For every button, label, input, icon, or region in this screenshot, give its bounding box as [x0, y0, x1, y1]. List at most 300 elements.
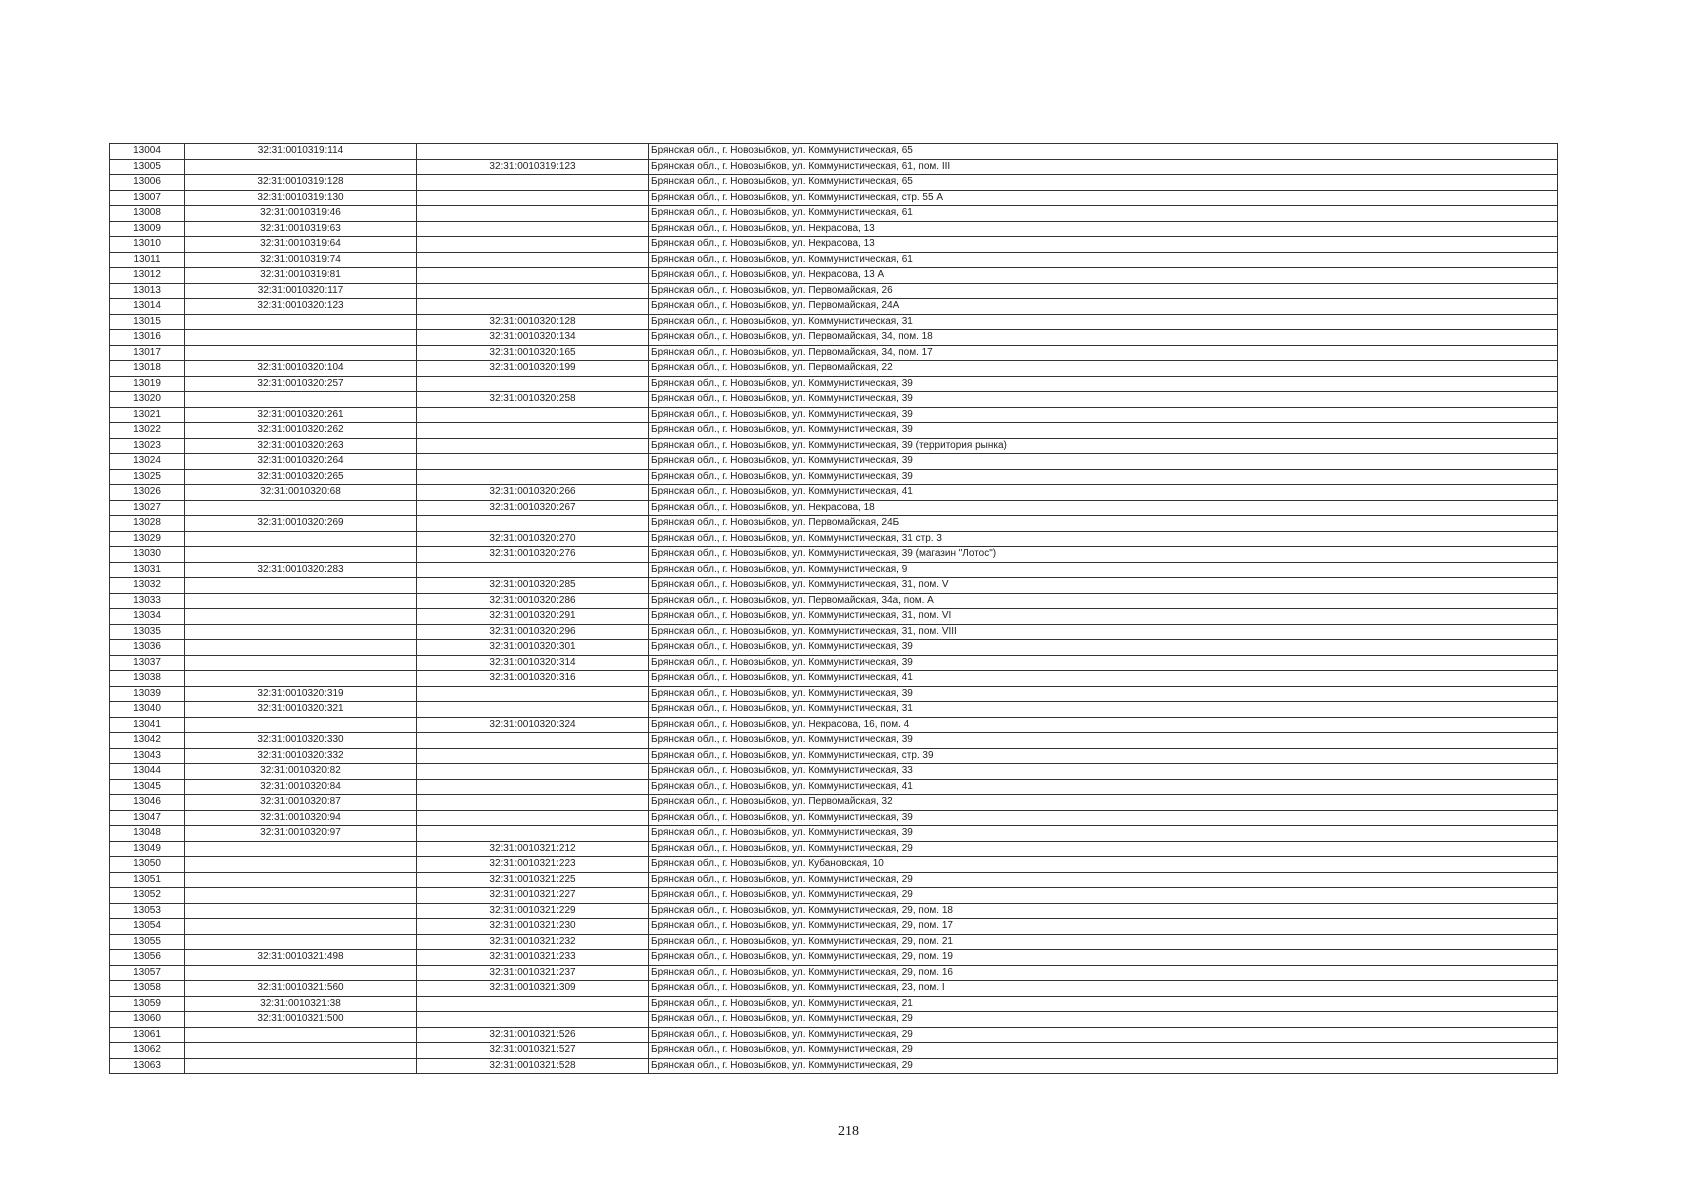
related-cadastral-number-cell [417, 795, 649, 811]
table-row [110, 903, 1558, 919]
cadastral-number-cell [185, 159, 417, 175]
cadastral-number-cell [185, 531, 417, 547]
related-cadastral-number-cell [417, 423, 649, 439]
cadastral-number-cell [185, 717, 417, 733]
row-number-cell: 13013 [110, 283, 185, 299]
related-cadastral-number-cell: 32:31:0010320:301 [417, 640, 649, 656]
table-row [110, 764, 1558, 780]
row-number-cell: 13004 [110, 144, 185, 160]
cadastral-number-cell: 32:31:0010320:262 [185, 423, 417, 439]
related-cadastral-number-cell [417, 221, 649, 237]
row-number-cell: 13032 [110, 578, 185, 594]
cadastral-number-cell: 32:31:0010320:123 [185, 299, 417, 315]
table-row [110, 671, 1558, 687]
row-number-cell: 13006 [110, 175, 185, 191]
address-cell: Брянская обл., г. Новозыбков, ул. Коммунистическая, 29, пом. 18 [649, 903, 1558, 919]
table-row [110, 857, 1558, 873]
table-row [110, 516, 1558, 532]
table-row [110, 810, 1558, 826]
table-row [110, 717, 1558, 733]
cadastral-number-cell [185, 578, 417, 594]
address-cell: Брянская обл., г. Новозыбков, ул. Кубановская, 10 [649, 857, 1558, 873]
address-cell: Брянская обл., г. Новозыбков, ул. Первомайская, 34, пом. 18 [649, 330, 1558, 346]
row-number-cell: 13035 [110, 624, 185, 640]
related-cadastral-number-cell [417, 748, 649, 764]
related-cadastral-number-cell: 32:31:0010321:528 [417, 1058, 649, 1074]
row-number-cell: 13017 [110, 345, 185, 361]
related-cadastral-number-cell [417, 702, 649, 718]
cadastral-number-cell: 32:31:0010320:265 [185, 469, 417, 485]
row-number-cell: 13061 [110, 1027, 185, 1043]
address-cell: Брянская обл., г. Новозыбков, ул. Коммунистическая, 39 (территория рынка) [649, 438, 1558, 454]
table-row [110, 206, 1558, 222]
related-cadastral-number-cell [417, 764, 649, 780]
address-cell: Брянская обл., г. Новозыбков, ул. Коммунистическая, 29, пом. 16 [649, 965, 1558, 981]
related-cadastral-number-cell [417, 779, 649, 795]
related-cadastral-number-cell: 32:31:0010321:229 [417, 903, 649, 919]
related-cadastral-number-cell: 32:31:0010321:309 [417, 981, 649, 997]
address-cell: Брянская обл., г. Новозыбков, ул. Коммунистическая, 39 [649, 810, 1558, 826]
row-number-cell: 13053 [110, 903, 185, 919]
address-cell: Брянская обл., г. Новозыбков, ул. Первомайская, 24А [649, 299, 1558, 315]
related-cadastral-number-cell [417, 516, 649, 532]
address-cell: Брянская обл., г. Новозыбков, ул. Коммунистическая, 39 [649, 655, 1558, 671]
cadastral-number-cell [185, 655, 417, 671]
related-cadastral-number-cell: 32:31:0010321:223 [417, 857, 649, 873]
cadastral-number-cell: 32:31:0010320:94 [185, 810, 417, 826]
cadastral-number-cell: 32:31:0010320:257 [185, 376, 417, 392]
cadastral-number-cell: 32:31:0010319:74 [185, 252, 417, 268]
row-number-cell: 13024 [110, 454, 185, 470]
cadastral-number-cell: 32:31:0010320:117 [185, 283, 417, 299]
address-cell: Брянская обл., г. Новозыбков, ул. Коммунистическая, 39 [649, 469, 1558, 485]
cadastral-number-cell: 32:31:0010321:38 [185, 996, 417, 1012]
cadastral-number-cell: 32:31:0010320:264 [185, 454, 417, 470]
cadastral-number-cell: 32:31:0010320:321 [185, 702, 417, 718]
row-number-cell: 13005 [110, 159, 185, 175]
address-cell: Брянская обл., г. Новозыбков, ул. Некрасова, 13 А [649, 268, 1558, 284]
row-number-cell: 13050 [110, 857, 185, 873]
related-cadastral-number-cell: 32:31:0010321:225 [417, 872, 649, 888]
table-row [110, 655, 1558, 671]
related-cadastral-number-cell: 32:31:0010321:232 [417, 934, 649, 950]
cadastral-number-cell: 32:31:0010320:87 [185, 795, 417, 811]
related-cadastral-number-cell: 32:31:0010319:123 [417, 159, 649, 175]
table-row [110, 640, 1558, 656]
address-cell: Брянская обл., г. Новозыбков, ул. Некрасова, 13 [649, 237, 1558, 253]
address-cell: Брянская обл., г. Новозыбков, ул. Коммунистическая, 65 [649, 175, 1558, 191]
address-cell: Брянская обл., г. Новозыбков, ул. Первомайская, 34а, пом. А [649, 593, 1558, 609]
related-cadastral-number-cell: 32:31:0010321:233 [417, 950, 649, 966]
row-number-cell: 13036 [110, 640, 185, 656]
address-cell: Брянская обл., г. Новозыбков, ул. Коммунистическая, 29 [649, 1012, 1558, 1028]
related-cadastral-number-cell: 32:31:0010321:526 [417, 1027, 649, 1043]
table-row [110, 376, 1558, 392]
related-cadastral-number-cell: 32:31:0010320:285 [417, 578, 649, 594]
related-cadastral-number-cell: 32:31:0010321:237 [417, 965, 649, 981]
cadastral-number-cell [185, 500, 417, 516]
cadastral-number-cell: 32:31:0010320:269 [185, 516, 417, 532]
related-cadastral-number-cell [417, 1012, 649, 1028]
cadastral-number-cell [185, 624, 417, 640]
cadastral-number-cell: 32:31:0010321:560 [185, 981, 417, 997]
address-cell: Брянская обл., г. Новозыбков, ул. Коммунистическая, 29, пом. 19 [649, 950, 1558, 966]
table-row [110, 919, 1558, 935]
cadastral-number-cell [185, 857, 417, 873]
page-number: 218 [838, 1124, 859, 1139]
cadastral-number-cell [185, 593, 417, 609]
row-number-cell: 13028 [110, 516, 185, 532]
table-row [110, 330, 1558, 346]
address-cell: Брянская обл., г. Новозыбков, ул. Коммунистическая, 39 [649, 826, 1558, 842]
table-row [110, 469, 1558, 485]
cadastral-number-cell: 32:31:0010320:319 [185, 686, 417, 702]
table-row [110, 888, 1558, 904]
related-cadastral-number-cell: 32:31:0010320:286 [417, 593, 649, 609]
table-row [110, 500, 1558, 516]
related-cadastral-number-cell [417, 283, 649, 299]
row-number-cell: 13018 [110, 361, 185, 377]
related-cadastral-number-cell [417, 299, 649, 315]
table-row [110, 159, 1558, 175]
table-row [110, 609, 1558, 625]
address-cell: Брянская обл., г. Новозыбков, ул. Коммунистическая, 41 [649, 779, 1558, 795]
cadastral-number-cell: 32:31:0010319:63 [185, 221, 417, 237]
table-row [110, 423, 1558, 439]
cadastral-number-cell [185, 1058, 417, 1074]
address-cell: Брянская обл., г. Новозыбков, ул. Первомайская, 24Б [649, 516, 1558, 532]
table-row [110, 826, 1558, 842]
address-cell: Брянская обл., г. Новозыбков, ул. Коммунистическая, 65 [649, 144, 1558, 160]
row-number-cell: 13044 [110, 764, 185, 780]
address-cell: Брянская обл., г. Новозыбков, ул. Коммунистическая, 31 стр. 3 [649, 531, 1558, 547]
cadastral-number-cell [185, 919, 417, 935]
related-cadastral-number-cell [417, 376, 649, 392]
related-cadastral-number-cell: 32:31:0010320:267 [417, 500, 649, 516]
row-number-cell: 13041 [110, 717, 185, 733]
row-number-cell: 13026 [110, 485, 185, 501]
table-row [110, 190, 1558, 206]
table-row [110, 268, 1558, 284]
address-cell: Брянская обл., г. Новозыбков, ул. Коммунистическая, 29, пом. 21 [649, 934, 1558, 950]
cadastral-number-cell: 32:31:0010320:261 [185, 407, 417, 423]
row-number-cell: 13011 [110, 252, 185, 268]
address-cell: Брянская обл., г. Новозыбков, ул. Коммунистическая, 39 [649, 640, 1558, 656]
table-row [110, 407, 1558, 423]
row-number-cell: 13058 [110, 981, 185, 997]
row-number-cell: 13059 [110, 996, 185, 1012]
table-row [110, 1043, 1558, 1059]
address-cell: Брянская обл., г. Новозыбков, ул. Коммунистическая, 31, пом. VI [649, 609, 1558, 625]
row-number-cell: 13060 [110, 1012, 185, 1028]
related-cadastral-number-cell: 32:31:0010320:165 [417, 345, 649, 361]
cadastral-number-cell [185, 609, 417, 625]
table-row [110, 175, 1558, 191]
address-cell: Брянская обл., г. Новозыбков, ул. Коммунистическая, 39 [649, 733, 1558, 749]
cadastral-number-cell [185, 392, 417, 408]
row-number-cell: 13051 [110, 872, 185, 888]
cadastral-number-cell [185, 640, 417, 656]
table-row [110, 872, 1558, 888]
table-row [110, 454, 1558, 470]
cadastral-number-cell [185, 965, 417, 981]
table-row [110, 981, 1558, 997]
row-number-cell: 13038 [110, 671, 185, 687]
related-cadastral-number-cell [417, 206, 649, 222]
address-cell: Брянская обл., г. Новозыбков, ул. Коммунистическая, 31 [649, 702, 1558, 718]
cadastral-number-cell: 32:31:0010319:46 [185, 206, 417, 222]
related-cadastral-number-cell: 32:31:0010320:270 [417, 531, 649, 547]
table-row [110, 392, 1558, 408]
row-number-cell: 13016 [110, 330, 185, 346]
cadastral-number-cell [185, 903, 417, 919]
row-number-cell: 13034 [110, 609, 185, 625]
related-cadastral-number-cell: 32:31:0010320:258 [417, 392, 649, 408]
row-number-cell: 13009 [110, 221, 185, 237]
table-row [110, 841, 1558, 857]
table-row [110, 702, 1558, 718]
related-cadastral-number-cell [417, 469, 649, 485]
related-cadastral-number-cell: 32:31:0010320:291 [417, 609, 649, 625]
table-row [110, 531, 1558, 547]
row-number-cell: 13039 [110, 686, 185, 702]
related-cadastral-number-cell: 32:31:0010320:324 [417, 717, 649, 733]
address-cell: Брянская обл., г. Новозыбков, ул. Коммунистическая, 31, пом. V [649, 578, 1558, 594]
table-row [110, 1058, 1558, 1074]
cadastral-number-cell [185, 671, 417, 687]
row-number-cell: 13040 [110, 702, 185, 718]
related-cadastral-number-cell [417, 686, 649, 702]
address-cell: Брянская обл., г. Новозыбков, ул. Первомайская, 34, пом. 17 [649, 345, 1558, 361]
row-number-cell: 13021 [110, 407, 185, 423]
row-number-cell: 13062 [110, 1043, 185, 1059]
cadastral-number-cell [185, 841, 417, 857]
table-row [110, 934, 1558, 950]
address-cell: Брянская обл., г. Новозыбков, ул. Некрасова, 18 [649, 500, 1558, 516]
cadastral-number-cell: 32:31:0010319:114 [185, 144, 417, 160]
address-cell: Брянская обл., г. Новозыбков, ул. Некрасова, 13 [649, 221, 1558, 237]
row-number-cell: 13056 [110, 950, 185, 966]
cadastral-number-cell [185, 1027, 417, 1043]
address-cell: Брянская обл., г. Новозыбков, ул. Коммунистическая, 33 [649, 764, 1558, 780]
table-row [110, 221, 1558, 237]
table-row [110, 345, 1558, 361]
cadastral-number-cell [185, 888, 417, 904]
address-cell: Брянская обл., г. Новозыбков, ул. Первомайская, 26 [649, 283, 1558, 299]
related-cadastral-number-cell: 32:31:0010320:276 [417, 547, 649, 563]
table-row [110, 361, 1558, 377]
related-cadastral-number-cell: 32:31:0010321:212 [417, 841, 649, 857]
table-row [110, 485, 1558, 501]
cadastral-number-cell: 32:31:0010319:64 [185, 237, 417, 253]
address-cell: Брянская обл., г. Новозыбков, ул. Коммунистическая, 29 [649, 872, 1558, 888]
cadastral-number-cell [185, 934, 417, 950]
cadastral-number-cell [185, 330, 417, 346]
cadastral-number-cell: 32:31:0010320:330 [185, 733, 417, 749]
table-row [110, 547, 1558, 563]
cadastral-number-cell: 32:31:0010320:283 [185, 562, 417, 578]
related-cadastral-number-cell: 32:31:0010320:316 [417, 671, 649, 687]
related-cadastral-number-cell [417, 826, 649, 842]
cadastral-number-cell [185, 345, 417, 361]
related-cadastral-number-cell [417, 562, 649, 578]
address-cell: Брянская обл., г. Новозыбков, ул. Коммунистическая, 31, пом. VIII [649, 624, 1558, 640]
cadastral-number-cell: 32:31:0010320:84 [185, 779, 417, 795]
row-number-cell: 13046 [110, 795, 185, 811]
row-number-cell: 13027 [110, 500, 185, 516]
related-cadastral-number-cell: 32:31:0010320:134 [417, 330, 649, 346]
table-row [110, 562, 1558, 578]
address-cell: Брянская обл., г. Новозыбков, ул. Коммунистическая, 29 [649, 1043, 1558, 1059]
address-cell: Брянская обл., г. Новозыбков, ул. Коммунистическая, стр. 39 [649, 748, 1558, 764]
table-row [110, 144, 1558, 160]
row-number-cell: 13033 [110, 593, 185, 609]
related-cadastral-number-cell: 32:31:0010321:527 [417, 1043, 649, 1059]
related-cadastral-number-cell: 32:31:0010320:199 [417, 361, 649, 377]
related-cadastral-number-cell: 32:31:0010320:314 [417, 655, 649, 671]
row-number-cell: 13025 [110, 469, 185, 485]
address-cell: Брянская обл., г. Новозыбков, ул. Коммунистическая, 39 [649, 392, 1558, 408]
cadastral-number-cell: 32:31:0010320:104 [185, 361, 417, 377]
cadastral-number-cell: 32:31:0010320:332 [185, 748, 417, 764]
related-cadastral-number-cell [417, 407, 649, 423]
address-cell: Брянская обл., г. Новозыбков, ул. Коммунистическая, 39 [649, 686, 1558, 702]
table-row [110, 252, 1558, 268]
related-cadastral-number-cell [417, 733, 649, 749]
row-number-cell: 13020 [110, 392, 185, 408]
row-number-cell: 13063 [110, 1058, 185, 1074]
cadastral-number-cell [185, 872, 417, 888]
address-cell: Брянская обл., г. Новозыбков, ул. Коммунистическая, 61, пом. III [649, 159, 1558, 175]
row-number-cell: 13008 [110, 206, 185, 222]
cadastral-number-cell: 32:31:0010320:97 [185, 826, 417, 842]
row-number-cell: 13022 [110, 423, 185, 439]
related-cadastral-number-cell: 32:31:0010320:266 [417, 485, 649, 501]
related-cadastral-number-cell [417, 144, 649, 160]
row-number-cell: 13048 [110, 826, 185, 842]
table-row [110, 438, 1558, 454]
table-row [110, 779, 1558, 795]
row-number-cell: 13054 [110, 919, 185, 935]
row-number-cell: 13031 [110, 562, 185, 578]
related-cadastral-number-cell [417, 454, 649, 470]
related-cadastral-number-cell: 32:31:0010320:128 [417, 314, 649, 330]
table-row [110, 283, 1558, 299]
table-row [110, 624, 1558, 640]
row-number-cell: 13057 [110, 965, 185, 981]
row-number-cell: 13015 [110, 314, 185, 330]
table-row [110, 314, 1558, 330]
cadastral-number-cell: 32:31:0010320:68 [185, 485, 417, 501]
address-cell: Брянская обл., г. Новозыбков, ул. Коммунистическая, 29 [649, 1058, 1558, 1074]
related-cadastral-number-cell [417, 268, 649, 284]
address-cell: Брянская обл., г. Новозыбков, ул. Коммунистическая, 9 [649, 562, 1558, 578]
address-cell: Брянская обл., г. Новозыбков, ул. Коммунистическая, 61 [649, 252, 1558, 268]
table-row [110, 593, 1558, 609]
related-cadastral-number-cell [417, 190, 649, 206]
address-cell: Брянская обл., г. Новозыбков, ул. Коммунистическая, 39 [649, 423, 1558, 439]
address-cell: Брянская обл., г. Новозыбков, ул. Коммунистическая, 41 [649, 671, 1558, 687]
row-number-cell: 13037 [110, 655, 185, 671]
cadastral-number-cell [185, 1043, 417, 1059]
related-cadastral-number-cell [417, 175, 649, 191]
table-row [110, 686, 1558, 702]
row-number-cell: 13014 [110, 299, 185, 315]
related-cadastral-number-cell [417, 810, 649, 826]
table-row [110, 965, 1558, 981]
row-number-cell: 13007 [110, 190, 185, 206]
address-cell: Брянская обл., г. Новозыбков, ул. Коммунистическая, 31 [649, 314, 1558, 330]
cadastral-table [109, 143, 1558, 1074]
table-row [110, 237, 1558, 253]
address-cell: Брянская обл., г. Новозыбков, ул. Коммунистическая, 39 [649, 454, 1558, 470]
row-number-cell: 13012 [110, 268, 185, 284]
address-cell: Брянская обл., г. Новозыбков, ул. Коммунистическая, 23, пом. I [649, 981, 1558, 997]
row-number-cell: 13030 [110, 547, 185, 563]
table-row [110, 748, 1558, 764]
table-body [110, 144, 1558, 1074]
address-cell: Брянская обл., г. Новозыбков, ул. Коммунистическая, 21 [649, 996, 1558, 1012]
related-cadastral-number-cell [417, 252, 649, 268]
row-number-cell: 13019 [110, 376, 185, 392]
table-row [110, 578, 1558, 594]
address-cell: Брянская обл., г. Новозыбков, ул. Первомайская, 22 [649, 361, 1558, 377]
address-cell: Брянская обл., г. Новозыбков, ул. Коммунистическая, 41 [649, 485, 1558, 501]
address-cell: Брянская обл., г. Новозыбков, ул. Коммунистическая, 39 [649, 407, 1558, 423]
address-cell: Брянская обл., г. Новозыбков, ул. Коммунистическая, стр. 55 А [649, 190, 1558, 206]
cadastral-number-cell: 32:31:0010321:500 [185, 1012, 417, 1028]
table-row [110, 1012, 1558, 1028]
table-row [110, 299, 1558, 315]
row-number-cell: 13043 [110, 748, 185, 764]
related-cadastral-number-cell [417, 237, 649, 253]
cadastral-number-cell: 32:31:0010319:128 [185, 175, 417, 191]
row-number-cell: 13055 [110, 934, 185, 950]
row-number-cell: 13042 [110, 733, 185, 749]
row-number-cell: 13029 [110, 531, 185, 547]
address-cell: Брянская обл., г. Новозыбков, ул. Коммунистическая, 39 (магазин "Лотос") [649, 547, 1558, 563]
cadastral-number-cell: 32:31:0010320:263 [185, 438, 417, 454]
row-number-cell: 13047 [110, 810, 185, 826]
table-row [110, 996, 1558, 1012]
cadastral-number-cell: 32:31:0010320:82 [185, 764, 417, 780]
address-cell: Брянская обл., г. Новозыбков, ул. Коммунистическая, 29 [649, 1027, 1558, 1043]
related-cadastral-number-cell [417, 996, 649, 1012]
address-cell: Брянская обл., г. Новозыбков, ул. Некрасова, 16, пом. 4 [649, 717, 1558, 733]
row-number-cell: 13010 [110, 237, 185, 253]
address-cell: Брянская обл., г. Новозыбков, ул. Коммунистическая, 61 [649, 206, 1558, 222]
row-number-cell: 13023 [110, 438, 185, 454]
related-cadastral-number-cell: 32:31:0010320:296 [417, 624, 649, 640]
cadastral-number-cell [185, 314, 417, 330]
address-cell: Брянская обл., г. Новозыбков, ул. Коммунистическая, 29 [649, 841, 1558, 857]
table-row [110, 1027, 1558, 1043]
address-cell: Брянская обл., г. Новозыбков, ул. Коммунистическая, 29 [649, 888, 1558, 904]
table-row [110, 733, 1558, 749]
table-row [110, 950, 1558, 966]
related-cadastral-number-cell: 32:31:0010321:227 [417, 888, 649, 904]
row-number-cell: 13049 [110, 841, 185, 857]
row-number-cell: 13052 [110, 888, 185, 904]
cadastral-number-cell: 32:31:0010319:81 [185, 268, 417, 284]
table-row [110, 795, 1558, 811]
related-cadastral-number-cell [417, 438, 649, 454]
address-cell: Брянская обл., г. Новозыбков, ул. Коммунистическая, 39 [649, 376, 1558, 392]
address-cell: Брянская обл., г. Новозыбков, ул. Первомайская, 32 [649, 795, 1558, 811]
cadastral-number-cell: 32:31:0010321:498 [185, 950, 417, 966]
related-cadastral-number-cell: 32:31:0010321:230 [417, 919, 649, 935]
cadastral-number-cell: 32:31:0010319:130 [185, 190, 417, 206]
